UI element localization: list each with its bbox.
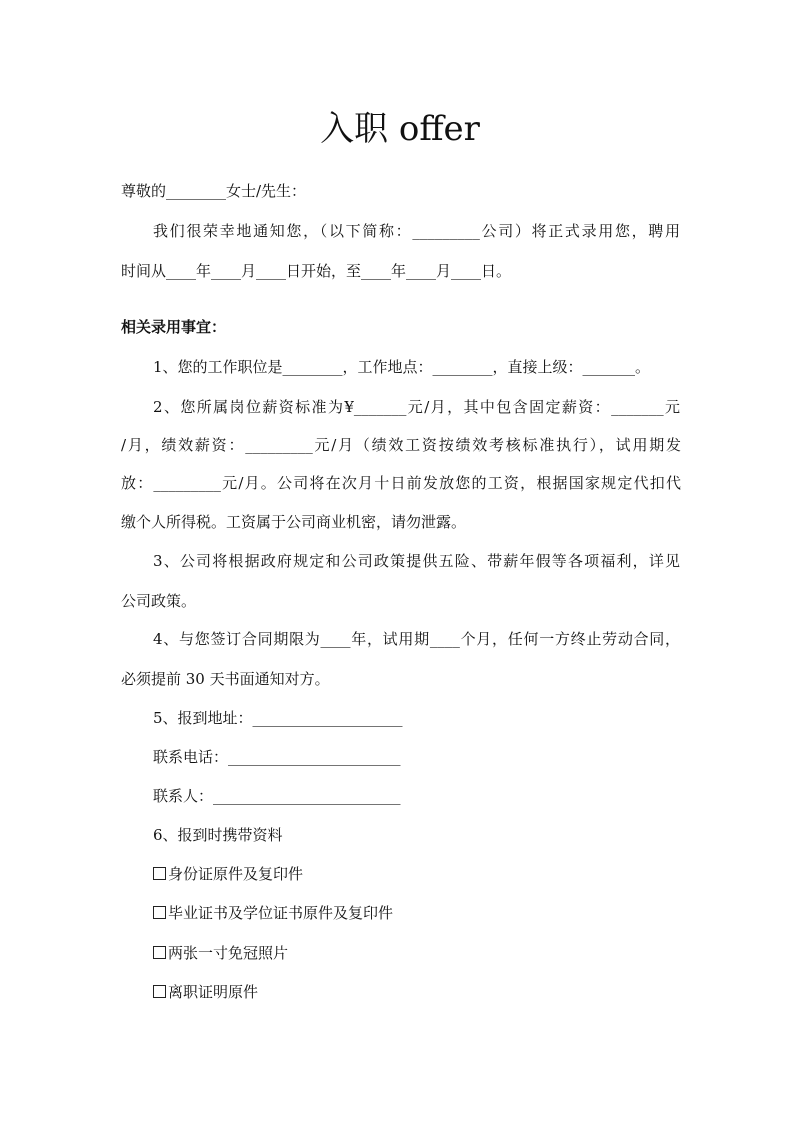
checklist-item[interactable] [153,864,713,884]
item-6: 6、报到时携带资料 [153,826,283,844]
document-title: 入职 offer [320,109,480,149]
checkbox-icon[interactable] [153,867,166,880]
checklist-label: 毕业证书及学位证书原件及复印件 [168,904,394,922]
item-3-line-1: 3、公司将根据政府规定和公司政策提供五险、带薪年假等各项福利，详见 [153,552,680,570]
intro-line-2: 时间从____年____月____日开始，至____年____月____日。 [121,262,512,280]
contact-person: 联系人：_________________________ [153,787,401,805]
item-5-address: 5、报到地址：____________________ [153,709,403,727]
item-2-line-1: 2、您所属岗位薪资标准为¥_______元/月，其中包含固定薪资：_______元 [153,398,680,416]
contact-phone: 联系电话：_______________________ [153,748,401,766]
checkbox-icon[interactable] [153,946,166,959]
checkbox-icon[interactable] [153,906,166,919]
item-2-line-4: 缴个人所得税。工资属于公司商业机密，请勿泄露。 [121,513,467,531]
item-2-line-2: /月，绩效薪资：_________元/月（绩效工资按绩效考核标准执行），试用期发 [121,436,681,454]
item-3-line-2: 公司政策。 [121,592,197,610]
checklist-item[interactable] [153,943,713,963]
intro-line-1: 我们很荣幸地通知您，（以下简称：_________公司）将正式录用您，聘用 [153,222,680,240]
checklist-label: 两张一寸免冠照片 [168,944,289,962]
item-4-line-1: 4、与您签订合同期限为____年，试用期____个月，任何一方终止劳动合同， [153,630,680,648]
checklist-label: 离职证明原件 [168,983,259,1001]
checklist-item[interactable] [153,982,713,1002]
item-2-line-3: 放：_________元/月。公司将在次月十日前发放您的工资，根据国家规定代扣代 [121,474,681,492]
greeting: 尊敬的________女士/先生： [121,182,307,200]
checklist-item[interactable] [153,903,713,923]
checkbox-icon[interactable] [153,985,166,998]
item-1: 1、您的工作职位是________，工作地点：________，直接上级：_______。 [153,358,651,376]
section-heading: 相关录用事宜： [121,318,227,336]
checklist-label: 身份证原件及复印件 [168,865,304,883]
item-4-line-2: 必须提前 30 天书面通知对方。 [121,670,330,688]
